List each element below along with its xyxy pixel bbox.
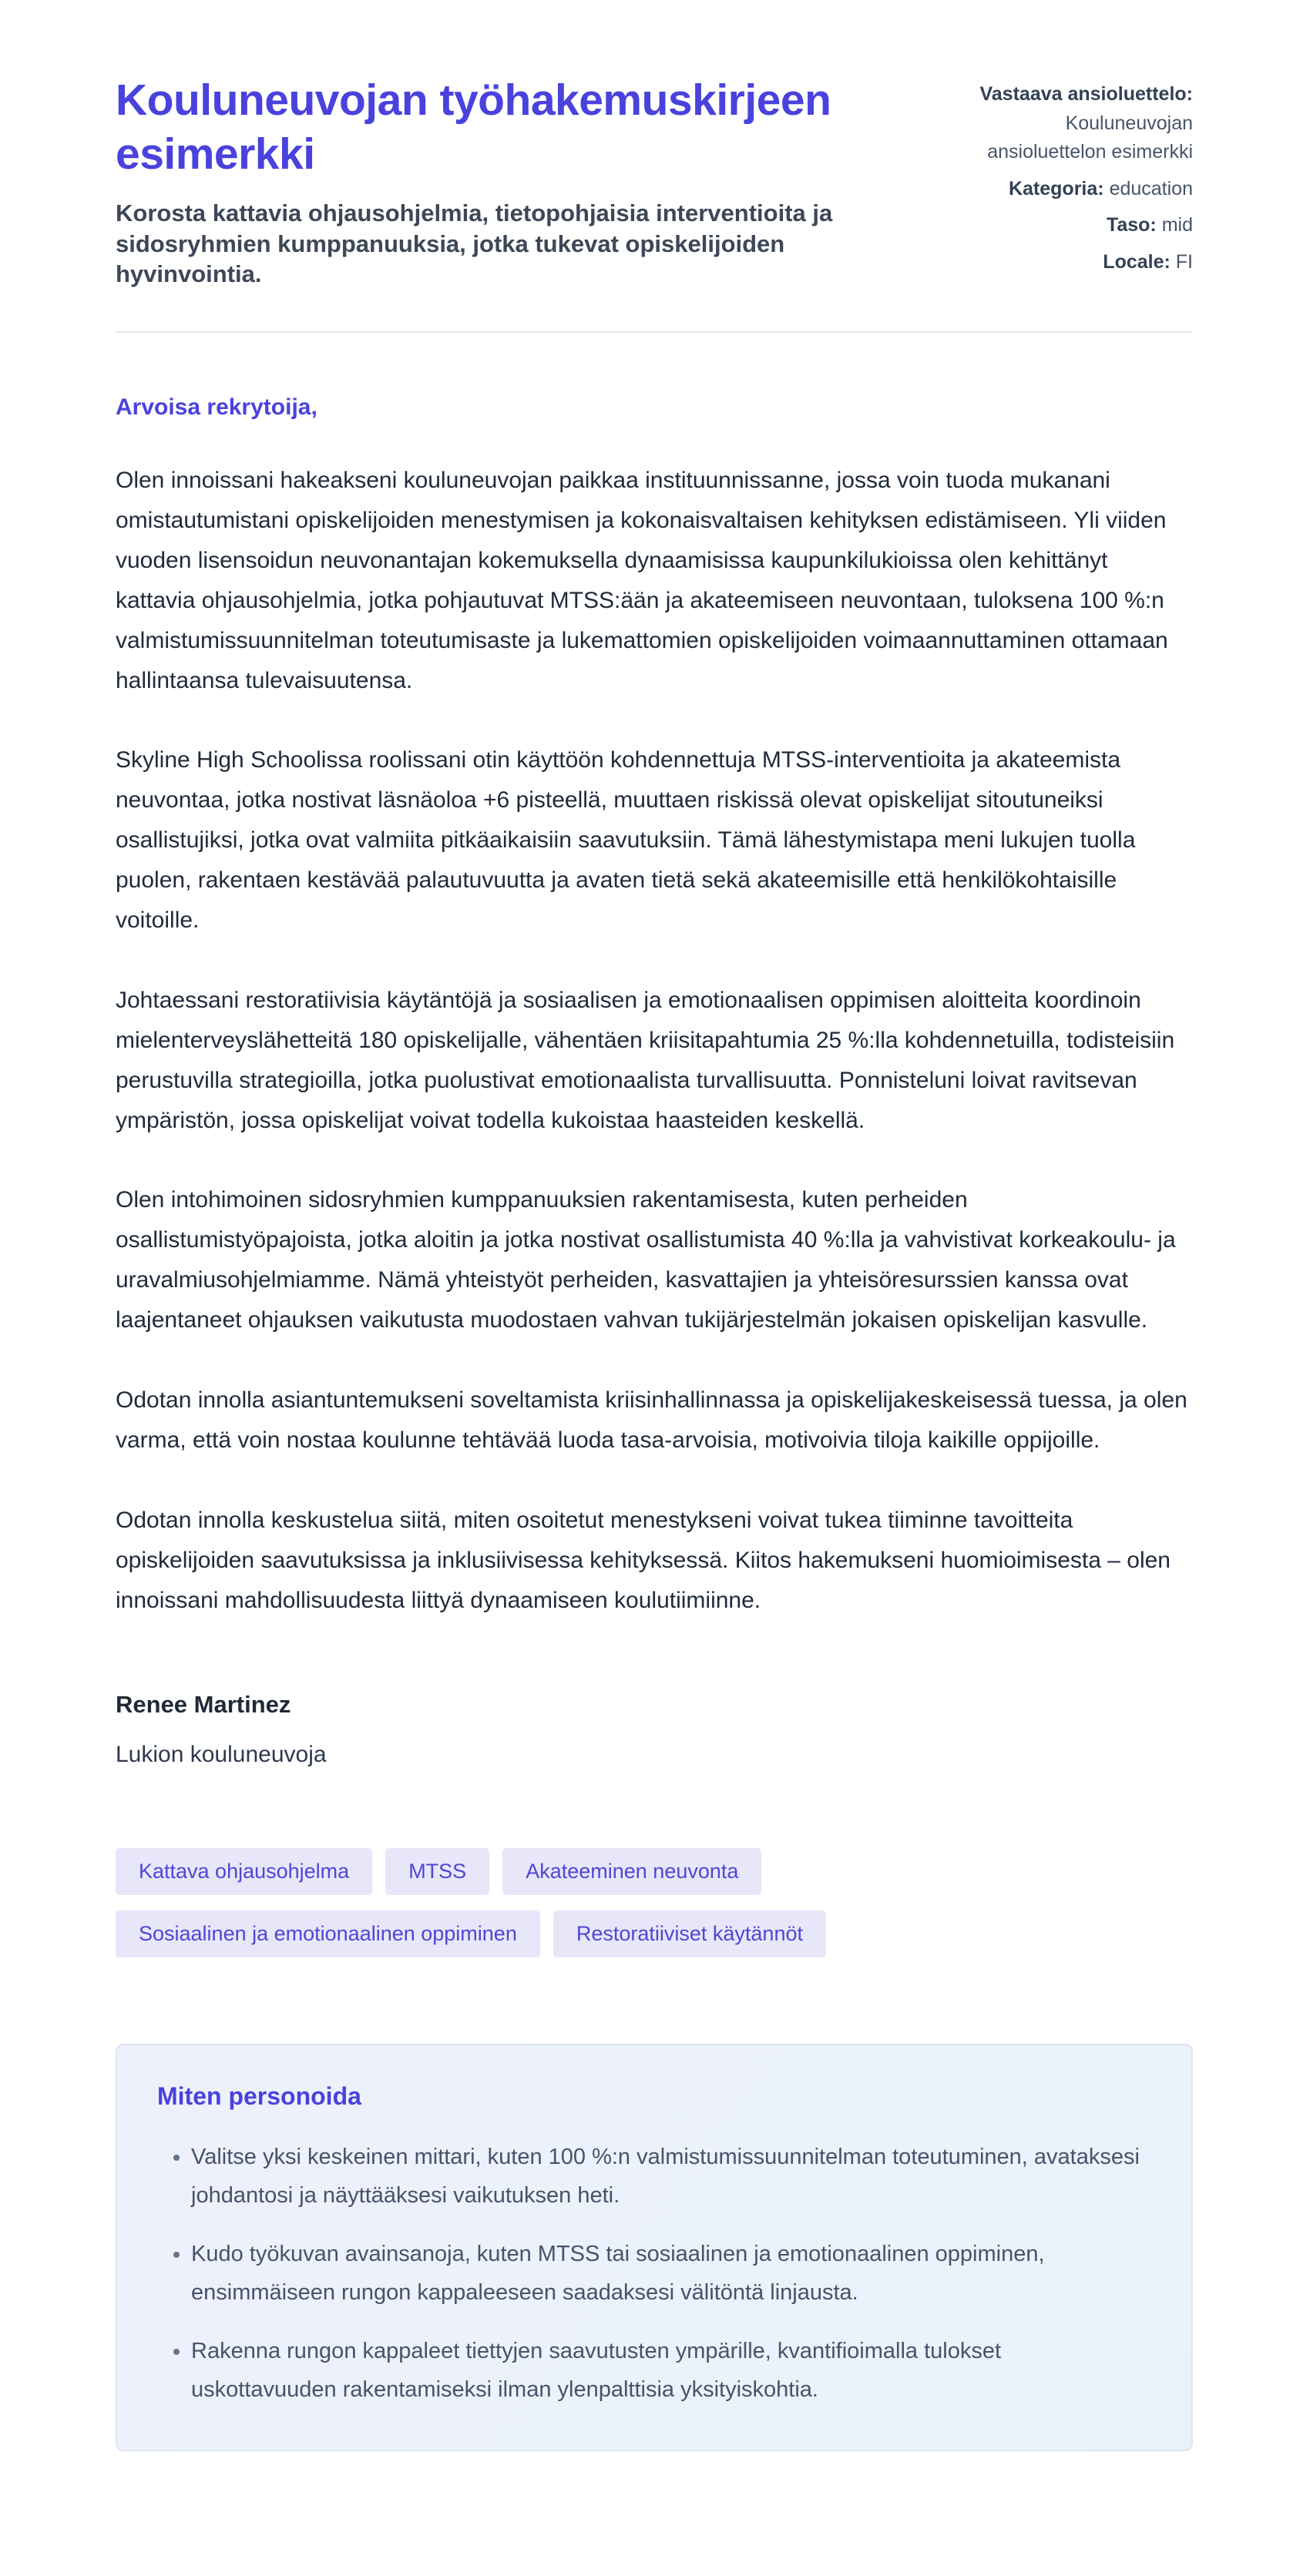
meta-resume-label: Vastaava ansioluettelo: (979, 83, 1193, 105)
signature-name: Renee Martinez (116, 1691, 291, 1719)
meta-resume-value: Kouluneuvojan ansioluettelon esimerkki (987, 112, 1193, 163)
cover-letter-body (116, 394, 1193, 1768)
meta-matching-resume (954, 80, 1193, 167)
document-meta (954, 74, 1193, 284)
meta-locale-value: FI (1175, 250, 1193, 273)
meta-category-label: Kategoria: (1008, 177, 1104, 200)
meta-locale-label: Locale: (1103, 250, 1171, 273)
page-title: Kouluneuvojan työhakemuskirjeen esimerkki (116, 75, 831, 179)
tag-chip[interactable]: Restoratiiviset käytännöt (553, 1910, 826, 1957)
tag-chip[interactable]: Sosiaalinen ja emotionaalinen oppiminen (116, 1910, 540, 1957)
callout-bullet: • Rakenna rungon kappaleet tiettyjen saavutusten ympärille, kvantifioimalla tulokset uskottavuuden rakentamiseksi ilman ylenpalttisia yksityiskohtia. (191, 2333, 1151, 2410)
letter-signature (116, 1691, 1193, 1768)
letter-paragraph: Odotan innolla asiantuntemukseni soveltamista kriisinhallinnassa ja opiskelijakeskeisessä tuessa, ja olen varma, että voin nostaa koulunne tehtävää luoda tasa-arvoisia, motivoivia tiloja kaikille oppijoille. (116, 1387, 1187, 1453)
tag-chip[interactable]: MTSS (385, 1848, 489, 1895)
meta-level-value: mid (1161, 214, 1193, 236)
meta-level-label: Taso: (1106, 214, 1157, 236)
tag-chip[interactable]: Kattava ohjausohjelma (116, 1848, 372, 1895)
header-divider (116, 331, 1193, 333)
letter-paragraph: Skyline High Schoolissa roolissani otin käyttöön kohdennettuja MTSS-interventioita ja akateemista neuvontaa, jotka nostivat läsnäoloa +6 pisteellä, muuttaen riskissä olevat opiskelijat sitoutuneiksi osallistujiksi, jotka ovat valmiita pitkäaikaisiin saavutuksiin. Tämä lähestymistapa meni lukujen tuolla puolen, rakentaen kestävää palautuvuutta ja avaten tietä sekä akateemisille että henkilökohtaisille voitoille. (116, 747, 1136, 933)
callout-title: Miten personoida (157, 2082, 361, 2111)
meta-locale (954, 248, 1193, 277)
letter-salutation: Arvoisa rekrytoija, (116, 394, 317, 421)
meta-level (954, 211, 1193, 240)
letter-paragraph: Johtaessani restoratiivisia käytäntöjä ja sosiaalisen ja emotionaalisen oppimisen aloitteita koordinoin mielenterveyslähetteitä 180 opiskelijalle, vähentäen kriisitapahtumia 25 %:lla kohdennetuilla, todisteisiin perustuvilla strategioilla, jotka puolustivat emotionaalista turvallisuutta. Ponnisteluni loivat ravitsevan ympäristön, jossa opiskelijat voivat todella kukoistaa haasteiden keskellä. (116, 987, 1175, 1133)
meta-category-value: education (1109, 177, 1193, 200)
header (116, 74, 1193, 290)
letter-paragraph: Olen intohimoinen sidosryhmien kumppanuuksien rakentamisesta, kuten perheiden osallistumistyöpajoista, jotka aloitin ja jotka nostivat osallistumista 40 %:lla ja vahvistivat korkeakoulu- ja uravalmiusohjelmiamme. Nämä yhteistyöt perheiden, kasvattajien ja yhteisöresurssien kanssa ovat laajentaneet ohjauksen vaikutusta muodostaen vahvan tukijärjestelmän jokaisen opiskelijan kasvulle. (116, 1187, 1176, 1333)
callout-bullet: • Kudo työkuvan avainsanoja, kuten MTSS tai sosiaalinen ja emotionaalinen oppiminen, ensimmäiseen rungon kappaleeseen saadaksesi välitöntä linjausta. (191, 2236, 1151, 2313)
personalization-callout (116, 2044, 1193, 2450)
header-left (116, 74, 917, 290)
letter-paragraph: Odotan innolla keskustelua siitä, miten osoitetut menestykseni voivat tukea tiiminne tavoitteita opiskelijoiden saavutuksissa ja inklusiivisessa kehityksessä. Kiitos hakemukseni huomioimisesta – olen innoissani mahdollisuudesta liittyä dynaamiseen koulutiimiinne. (116, 1507, 1171, 1613)
callout-bullet: • Valitse yksi keskeinen mittari, kuten 100 %:n valmistumissuunnitelman toteutuminen, avataksesi johdantosi ja näyttääksesi vaikutuksen heti. (191, 2138, 1151, 2215)
keyword-tags (116, 1848, 1193, 1957)
signature-job-title: Lukion kouluneuvoja (116, 1742, 327, 1768)
callout-bullet-list (157, 2138, 1151, 2409)
page-subtitle: Korosta kattavia ohjausohjelmia, tietopohjaisia interventioita ja sidosryhmien kumppanuuksia, jotka tukevat opiskelijoiden hyvinvointia. (116, 200, 833, 288)
letter-paragraph: Olen innoissani hakeakseni kouluneuvojan paikkaa instituunnissanne, jossa voin tuoda mukanani omistautumistani opiskelijoiden menestymisen ja kokonaisvaltaisen kehityksen edistämiseen. Yli viiden vuoden lisensoidun neuvonantajan kokemuksella dynaamisissa kaupunkilukioissa olen kehittänyt kattavia ohjausohjelmia, jotka pohjautuvat MTSS:ään ja akateemiseen neuvontaan, tuloksena 100 %:n valmistumissuunnitelman toteutumisaste ja lukemattomien opiskelijoiden voimaannuttaminen ottamaan hallintaansa tulevaisuutensa. (116, 468, 1168, 693)
meta-category (954, 175, 1193, 204)
tag-chip[interactable]: Akateeminen neuvonta (502, 1848, 761, 1895)
